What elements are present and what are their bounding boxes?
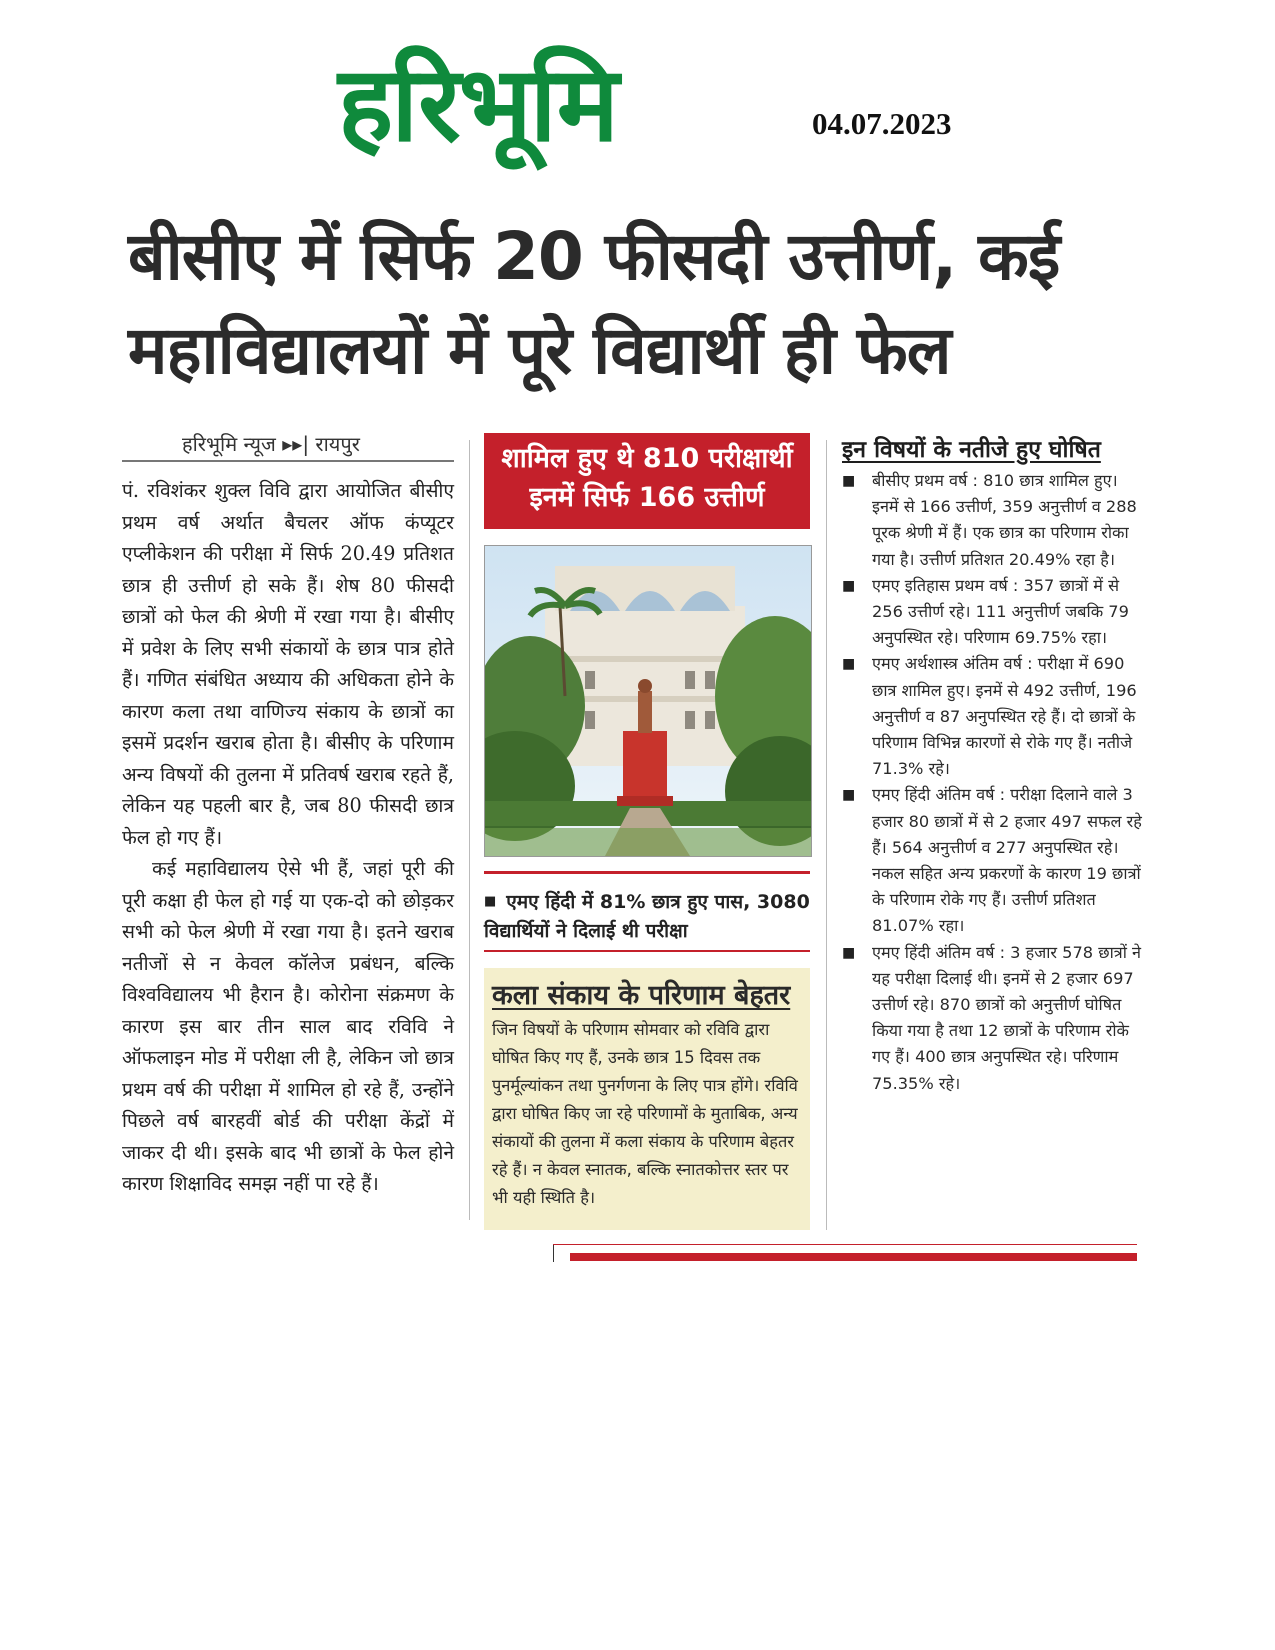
result-item: ■ एमए हिंदी अंतिम वर्ष : परीक्षा दिलाने वाले 3 हजार 80 छात्रों में से 2 हजार 497 सफल रहे हैं। 564 अनुत्तीर्ण व 277 अनुपस्थित रहे। नकल सहित अन्य प्रकरणों के कारण 19 छात्रों के परिणाम रोके गए हैं। उत्तीर्ण प्रतिशत 81.07% रहा।	[842, 782, 1142, 939]
bottom-rule-thin	[553, 1244, 1137, 1245]
bottom-rule-thick	[570, 1253, 1137, 1261]
sidebox-title: कला संकाय के परिणाम बेहतर	[492, 980, 791, 1011]
byline: हरिभूमि न्यूज ▸▸| रायपुर	[182, 432, 360, 456]
results-list	[842, 468, 1142, 1097]
photo-caption	[484, 887, 810, 946]
caption-text: एमए हिंदी में 81% छात्र हुए पास, 3080 विद्यार्थियों ने दिलाई थी परीक्षा	[484, 891, 810, 942]
sidebox-text: जिन विषयों के परिणाम सोमवार को रविवि द्वारा घोषित किए गए हैं, उनके छात्र 15 दिवस तक पुनर्मूल्यांकन तथा पुनर्गणना के लिए पात्र होंगे। रविवि द्वारा घोषित किए जा रहे परिणामों के मुताबिक, अन्य संकायों की तुलना में कला संकाय के परिणाम बेहतर रहे हैं। न केवल स्नातक, बल्कि स्नातकोत्तर स्तर पर भी यही स्थिति है।	[492, 1020, 798, 1207]
bottom-corner-mark	[553, 1244, 554, 1262]
byline-divider	[122, 460, 454, 462]
article-paragraph: पं. रविशंकर शुक्ल विवि द्वारा आयोजित बीसीए प्रथम वर्ष अर्थात बैचलर ऑफ कंप्यूटर एप्लीकेशन की परीक्षा में सिर्फ 20.49 प्रतिशत छात्र ही उत्तीर्ण हो सके हैं। शेष 80 फीसदी छात्रों को फेल की श्रेणी में रखा गया है। बीसीए में प्रवेश के लिए सभी संकायों के छात्र पात्र होते हैं। गणित संबंधित अध्याय की अधिकता होने के कारण कला तथा वाणिज्य संकाय के छात्रों का इसमें प्रदर्शन खराब होता है। बीसीए के परिणाम अन्य विषयों की तुलना में प्रतिवर्ष खराब रहते हैं, लेकिन यह पहली बार है, जब 80 फीसदी छात्र फेल हो गए हैं।	[122, 479, 454, 849]
bullet-icon: ■	[484, 894, 497, 909]
result-item: ■ एमए इतिहास प्रथम वर्ष : 357 छात्रों में से 256 उत्तीर्ण रहे। 111 अनुत्तीर्ण जबकि 79 अनुपस्थित रहे। परिणाम 69.75% रहा।	[842, 573, 1142, 652]
results-title: इन विषयों के नतीजे हुए घोषित	[842, 437, 1101, 463]
caption-rule-top	[484, 871, 810, 874]
article-paragraph: कई महाविद्यालय ऐसे भी हैं, जहां पूरी की पूरी कक्षा ही फेल हो गई या एक-दो को छोड़कर सभी को फेल श्रेणी में रखा गया है। इतने खराब नतीजों से न केवल कॉलेज प्रबंधन, बल्कि विश्वविद्यालय भी हैरान है। कोरोना संक्रमण के कारण इस बार तीन साल बाद रविवि ने ऑफलाइन मोड में परीक्षा ली है, लेकिन जो छात्र प्रथम वर्ष की परीक्षा में शामिल हो रहे हैं, उन्होंने पिछले वर्ष बारहवीं बोर्ड की परीक्षा केंद्रों में जाकर दी थी। इसके बाद भी छात्रों के फेल होने कारण शिक्षाविद समझ नहीं पा रहे हैं।	[122, 857, 454, 1195]
result-item: ■ बीसीए प्रथम वर्ष : 810 छात्र शामिल हुए। इनमें से 166 उत्तीर्ण, 359 अनुत्तीर्ण व 288 पूरक श्रेणी में हैं। एक छात्र का परिणाम रोका गया है। उत्तीर्ण प्रतिशत 20.49% रहा है।	[842, 468, 1142, 573]
caption-rule-bottom	[484, 950, 810, 952]
column-divider	[469, 440, 470, 1220]
headline	[128, 210, 1148, 398]
masthead-logo: हरिभूमि	[338, 43, 617, 165]
statue-building-illustration	[485, 546, 811, 856]
highlight-line-1: शामिल हुए थे 810 परीक्षार्थी	[501, 443, 793, 474]
column-divider	[826, 440, 827, 1230]
highlight-line-2: इनमें सिर्फ 166 उत्तीर्ण	[529, 482, 765, 513]
university-photo	[484, 545, 812, 857]
headline-line-2: महाविद्यालयों में पूरे विद्यार्थी ही फेल	[128, 312, 951, 389]
publication-date: 04.07.2023	[812, 106, 952, 141]
headline-line-1: बीसीए में सिर्फ 20 फीसदी उत्तीर्ण, कई	[128, 218, 1060, 295]
result-item: ■ एमए अर्थशास्त्र अंतिम वर्ष : परीक्षा में 690 छात्र शामिल हुए। इनमें से 492 उत्तीर्ण, 196 अनुत्तीर्ण व 87 अनुपस्थित रहे हैं। दो छात्रों के परिणाम विभिन्न कारणों से रोके गए हैं। नतीजे 71.3% रहे।	[842, 651, 1142, 782]
article-body	[122, 475, 454, 1200]
highlight-box	[484, 433, 810, 529]
result-item: ■ एमए हिंदी अंतिम वर्ष : 3 हजार 578 छात्रों ने यह परीक्षा दिलाई थी। इनमें से 2 हजार 697 उत्तीर्ण रहे। 870 छात्रों को अनुत्तीर्ण घोषित किया गया है तथा 12 छात्रों के परिणाम रोके गए हैं। 400 छात्र अनुपस्थित रहे। परिणाम 75.35% रहे।	[842, 940, 1142, 1097]
